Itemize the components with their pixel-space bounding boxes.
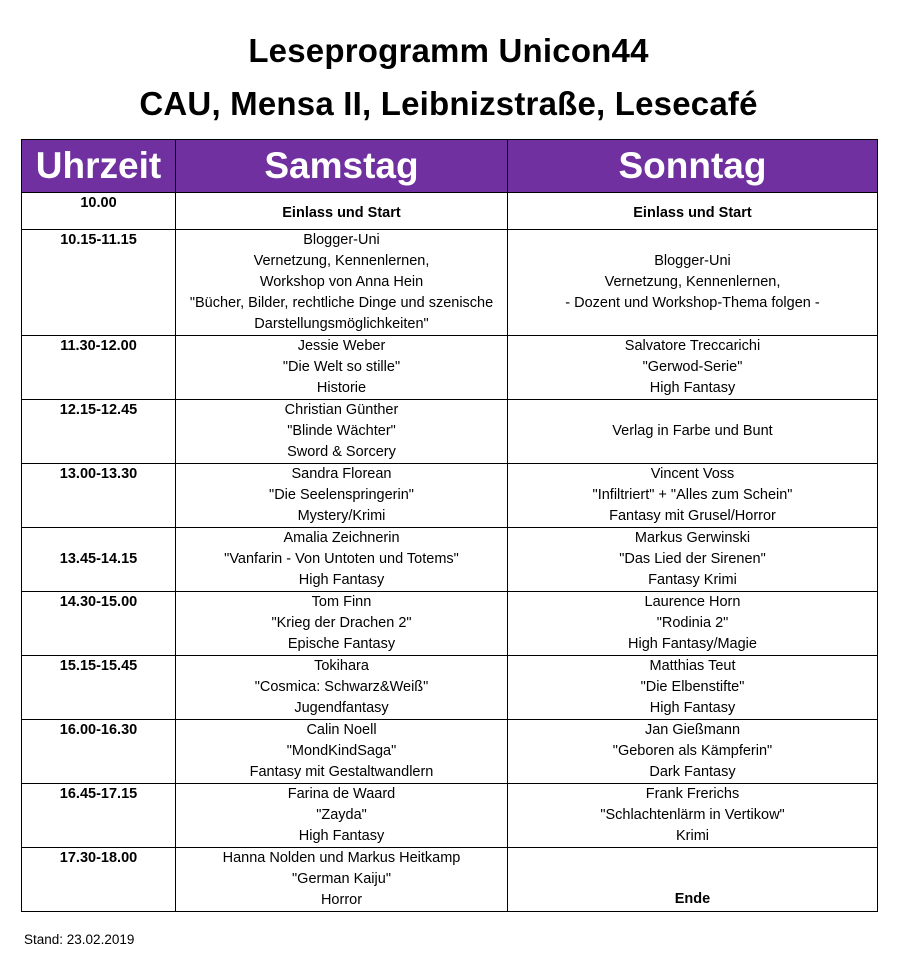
cell-line: "MondKindSaga" <box>286 743 397 759</box>
cell-line: Darstellungsmöglichkeiten" <box>254 316 429 332</box>
cell-line: Tom Finn <box>311 594 372 610</box>
cell-line: Laurence Horn <box>644 594 741 610</box>
sunday-cell <box>508 528 878 592</box>
saturday-cell <box>176 193 508 230</box>
saturday-cell <box>176 784 508 848</box>
time-cell: 14.30-15.00 <box>22 592 176 656</box>
cell-line: Blogger-Uni <box>303 232 380 248</box>
saturday-cell <box>176 464 508 528</box>
cell-line: "Infiltriert" + "Alles zum Schein" <box>592 487 793 503</box>
cell-line: "Geboren als Kämpferin" <box>612 743 773 759</box>
saturday-cell <box>176 592 508 656</box>
table-row <box>22 848 878 912</box>
saturday-cell <box>176 336 508 400</box>
table-row <box>22 528 878 592</box>
cell-line: Krimi <box>675 828 710 844</box>
table-row <box>22 784 878 848</box>
cell-line: Markus Gerwinski <box>634 530 751 546</box>
cell-line: "Zayda" <box>316 807 367 823</box>
time-cell: 10.15-11.15 <box>22 230 176 336</box>
cell-line: "Die Welt so stille" <box>282 359 401 375</box>
table-row <box>22 400 878 464</box>
column-header-sunday: Sonntag <box>508 140 878 193</box>
saturday-cell <box>176 848 508 912</box>
cell-line: Horror <box>320 892 363 908</box>
cell-line: Sandra Florean <box>291 466 392 482</box>
cell-line: Fantasy mit Gestaltwandlern <box>249 764 434 780</box>
cell-line: Sword & Sorcery <box>287 444 396 460</box>
table-row <box>22 193 878 230</box>
cell-line: "Cosmica: Schwarz&Weiß" <box>254 679 429 695</box>
cell-line: "Schlachtenlärm in Vertikow" <box>600 807 785 823</box>
cell-line: - Dozent und Workshop-Thema folgen - <box>565 295 820 311</box>
cell-line: "Die Seelenspringerin" <box>269 487 414 503</box>
sunday-cell <box>508 336 878 400</box>
cell-line: High Fantasy <box>298 828 385 844</box>
cell-line: Ende <box>674 891 711 907</box>
cell-line: "Die Elbenstifte" <box>640 679 745 695</box>
sunday-cell <box>508 848 878 912</box>
cell-line: High Fantasy <box>298 572 385 588</box>
cell-line: Vincent Voss <box>650 466 735 482</box>
header-row <box>22 140 878 193</box>
cell-line: Salvatore Treccarichi <box>624 338 761 354</box>
time-cell: 11.30-12.00 <box>22 336 176 400</box>
saturday-cell <box>176 400 508 464</box>
cell-line: Historie <box>316 380 367 396</box>
sunday-cell <box>508 193 878 230</box>
table-row <box>22 336 878 400</box>
saturday-cell <box>176 720 508 784</box>
cell-line: Mystery/Krimi <box>297 508 386 524</box>
cell-line: "Blinde Wächter" <box>287 423 396 439</box>
cell-line: Fantasy mit Grusel/Horror <box>609 508 776 524</box>
time-cell: 17.30-18.00 <box>22 848 176 912</box>
page-title: Leseprogramm Unicon44 <box>248 32 649 69</box>
schedule-table <box>21 139 878 912</box>
table-row <box>22 464 878 528</box>
cell-line: "Rodinia 2" <box>656 615 729 631</box>
cell-line: Amalia Zeichnerin <box>283 530 400 546</box>
cell-line: Workshop von Anna Hein <box>259 274 424 290</box>
cell-line: Jugendfantasy <box>294 700 389 716</box>
sunday-cell <box>508 592 878 656</box>
sunday-cell <box>508 464 878 528</box>
saturday-cell <box>176 230 508 336</box>
cell-line: Epische Fantasy <box>287 636 396 652</box>
cell-line: Matthias Teut <box>649 658 736 674</box>
time-cell: 13.00-13.30 <box>22 464 176 528</box>
time-cell: 15.15-15.45 <box>22 656 176 720</box>
table-row <box>22 592 878 656</box>
sunday-cell <box>508 400 878 464</box>
cell-line: "Vanfarin - Von Untoten und Totems" <box>224 551 459 567</box>
cell-line: "Gerwod-Serie" <box>642 359 743 375</box>
cell-line: "Bücher, Bilder, rechtliche Dinge und szenische <box>189 295 494 311</box>
saturday-cell <box>176 528 508 592</box>
page-subtitle: CAU, Mensa II, Leibnizstraße, Lesecafé <box>139 85 758 122</box>
cell-line: Einlass und Start <box>282 205 401 221</box>
sunday-cell <box>508 656 878 720</box>
time-cell: 10.00 <box>22 193 176 230</box>
table-row <box>22 656 878 720</box>
cell-line: High Fantasy <box>649 380 736 396</box>
cell-line: Vernetzung, Kennenlernen, <box>604 274 781 290</box>
cell-line: "German Kaiju" <box>292 871 391 887</box>
cell-line: "Das Lied der Sirenen" <box>619 551 766 567</box>
cell-line: Verlag in Farbe und Bunt <box>612 423 773 439</box>
cell-line: Calin Noell <box>306 722 377 738</box>
time-cell: 16.00-16.30 <box>22 720 176 784</box>
sunday-cell <box>508 720 878 784</box>
sunday-cell <box>508 784 878 848</box>
cell-line: Dark Fantasy <box>649 764 736 780</box>
table-row <box>22 230 878 336</box>
cell-line: Jessie Weber <box>297 338 386 354</box>
cell-line: Blogger-Uni <box>654 253 731 269</box>
column-header-time: Uhrzeit <box>22 140 176 193</box>
cell-line: Jan Gießmann <box>644 722 741 738</box>
stand-date: Stand: 23.02.2019 <box>24 932 135 947</box>
cell-line: "Krieg der Drachen 2" <box>271 615 412 631</box>
cell-line: Vernetzung, Kennenlernen, <box>253 253 430 269</box>
column-header-saturday: Samstag <box>176 140 508 193</box>
cell-line: High Fantasy/Magie <box>628 636 757 652</box>
sunday-cell <box>508 230 878 336</box>
saturday-cell <box>176 656 508 720</box>
cell-line: Christian Günther <box>284 402 399 418</box>
cell-line: Farina de Waard <box>287 786 396 802</box>
time-cell: 12.15-12.45 <box>22 400 176 464</box>
cell-line: Hanna Nolden und Markus Heitkamp <box>222 850 461 866</box>
time-cell: 16.45-17.15 <box>22 784 176 848</box>
table-row <box>22 720 878 784</box>
cell-line: Fantasy Krimi <box>648 572 737 588</box>
cell-line: Tokihara <box>314 658 369 674</box>
cell-line: Frank Frerichs <box>645 786 740 802</box>
time-cell: 13.45-14.15 <box>22 528 176 592</box>
cell-line: Einlass und Start <box>633 205 752 221</box>
cell-line: High Fantasy <box>649 700 736 716</box>
